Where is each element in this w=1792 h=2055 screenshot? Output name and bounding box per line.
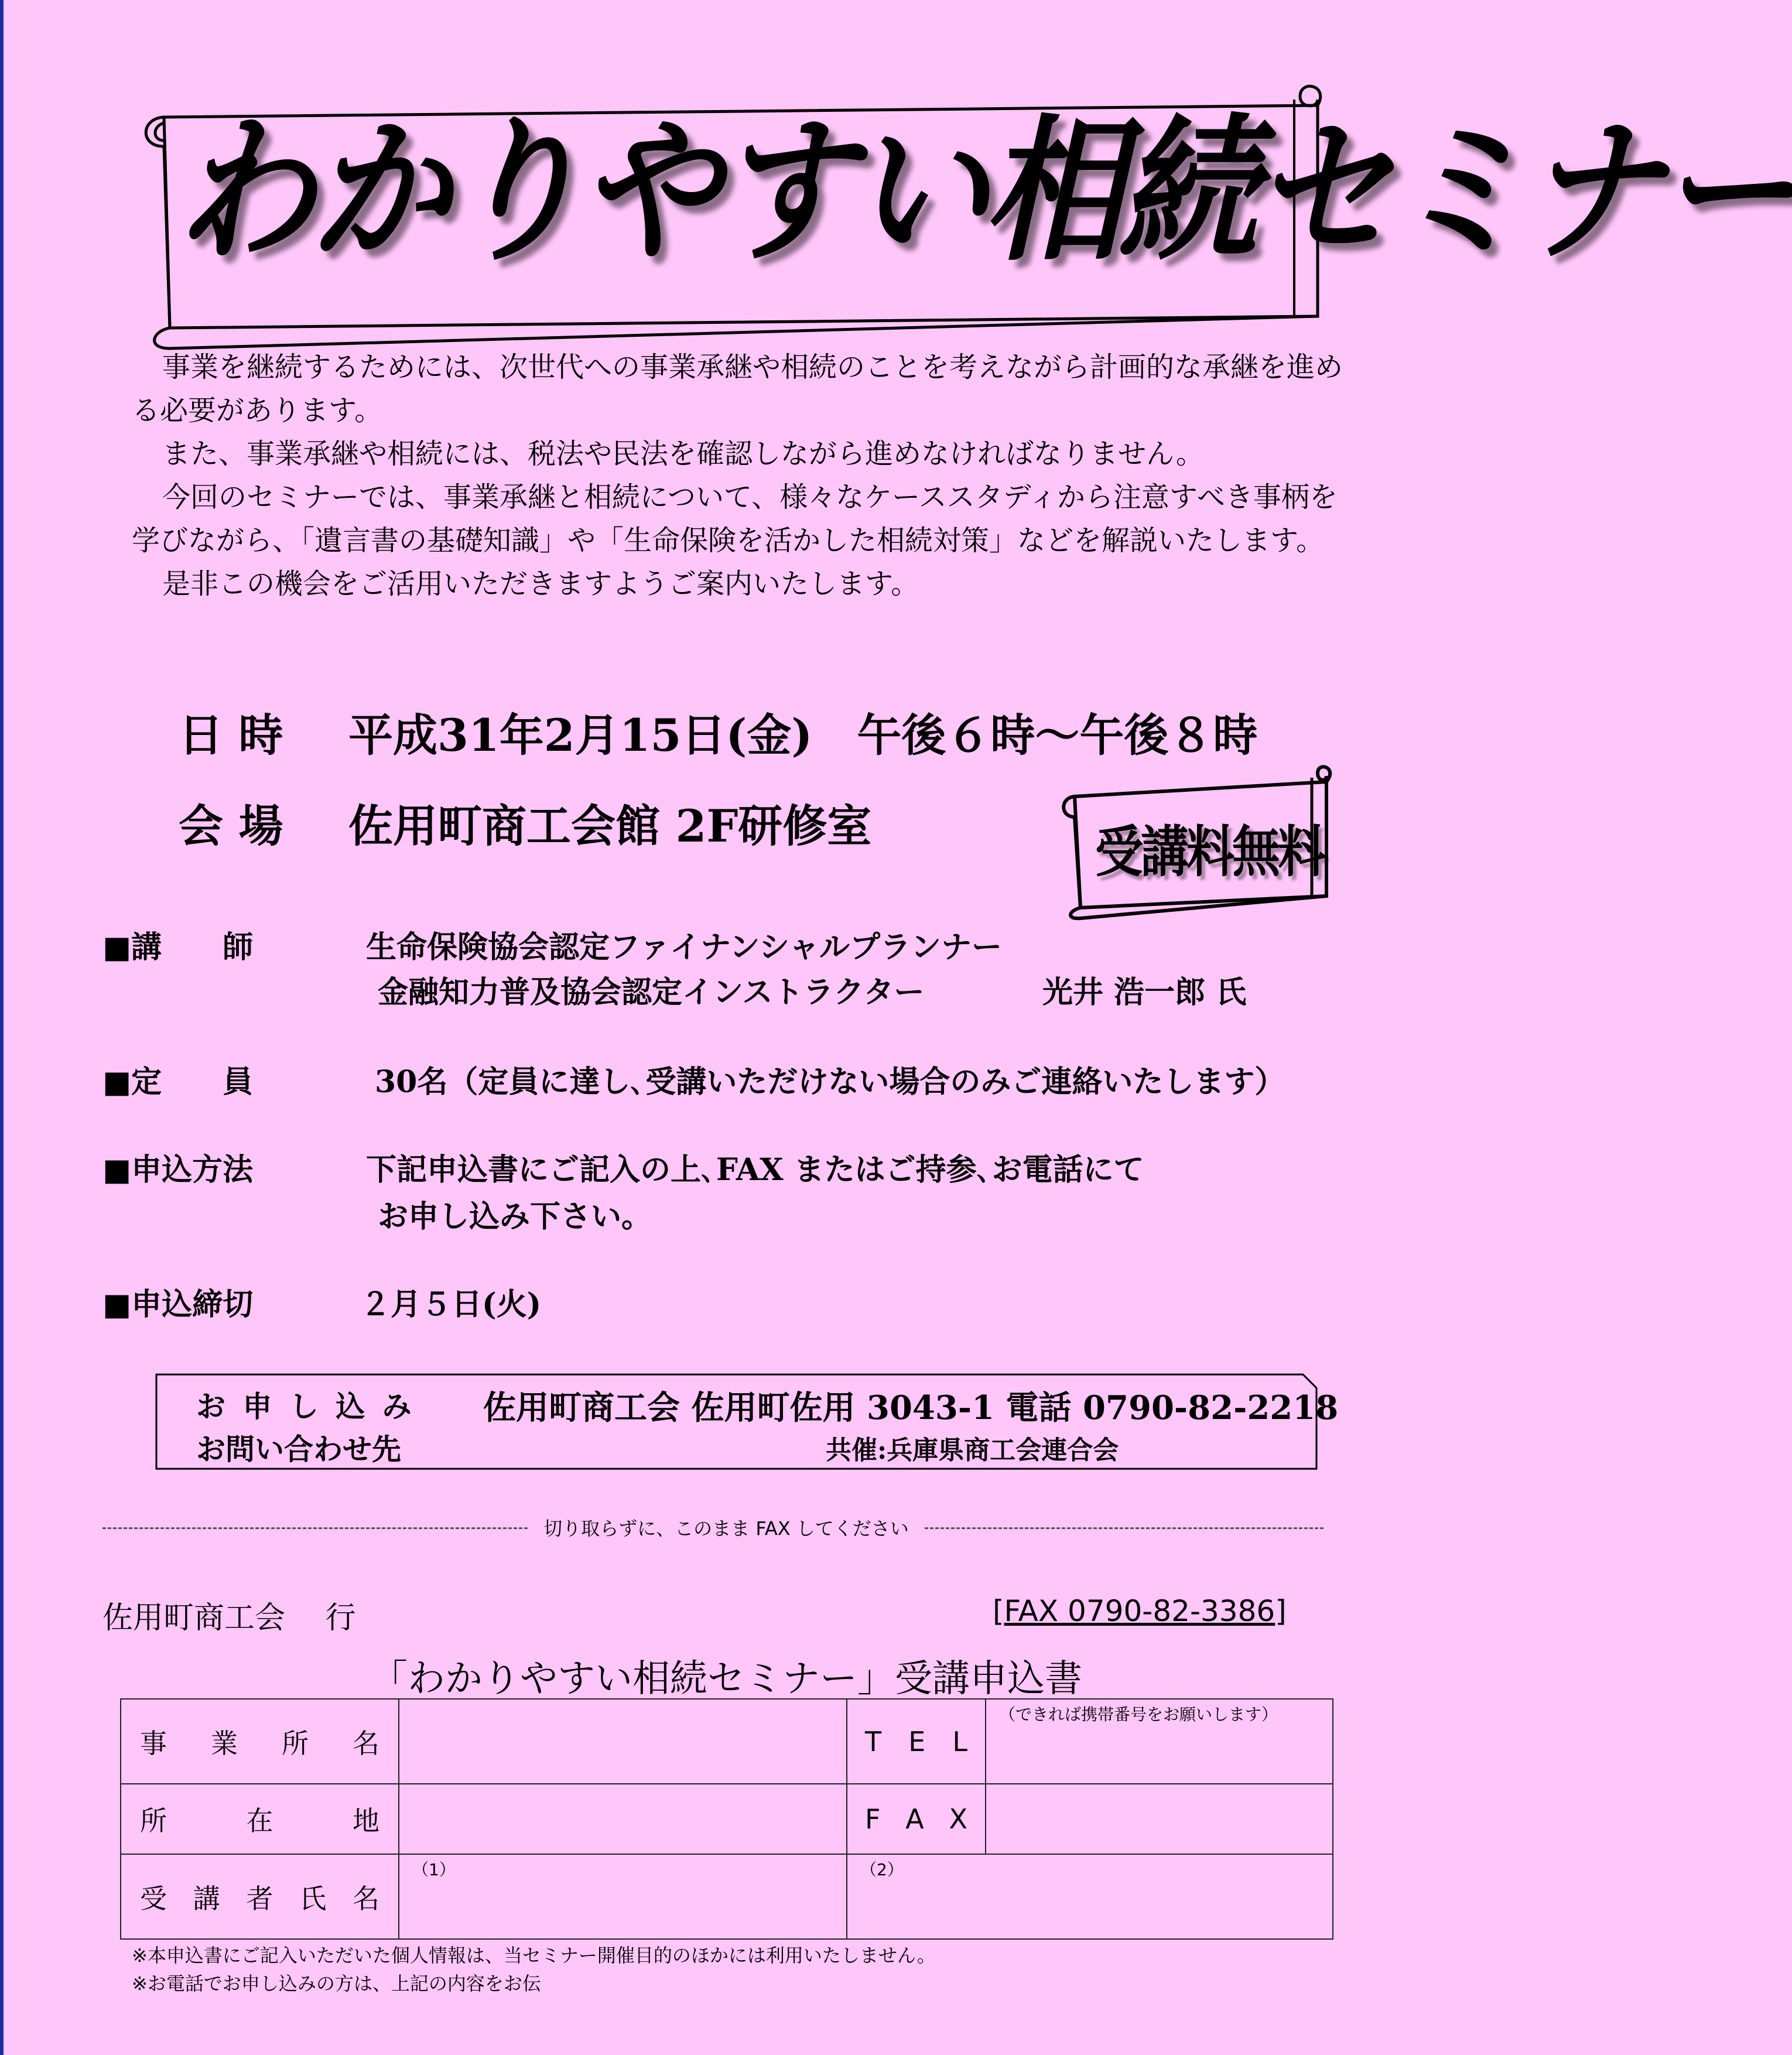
page-edge [0,0,4,2055]
business-name-label: 事 業 所 名 [140,1727,379,1759]
intro-paragraph-4: 是非この機会をご活用いただきますようご案内いたします。 [162,567,919,600]
fax-label-cell [847,1784,986,1854]
cosponsor: 共催:兵庫県商工会連合会 [826,1435,1119,1465]
intro-paragraph-1: 事業を継続するためには、次世代への事業承継や相続のことを考えながら計画的な承継を進める必要があります。 [132,351,1343,427]
attendee-1-input[interactable] [399,1854,847,1939]
fax-label: F A X [865,1803,967,1835]
tel-label-cell [847,1699,986,1784]
capacity-label: ■定 員 [102,1064,254,1100]
date-value: 平成31年2月15日(金) 午後６時～午後８時 [348,709,1258,761]
intro-paragraph-2: また、事業承継や相続には、税法や民法を確認しながら進めなければなりません。 [162,437,1204,470]
cut-line-label: 切り取らずに、このまま FAX してください [529,1517,923,1540]
lecturer-name: 光井 浩一郎 氏 [1042,974,1247,1010]
attendee-2-input[interactable] [847,1854,1333,1939]
contact-label-inquiry: お問い合わせ先 [196,1432,401,1466]
address-label-cell [121,1784,399,1854]
lecturer-line-1: 生命保険協会認定ファイナンシャルプランナー [366,929,1003,965]
attendee-label-cell [121,1854,399,1939]
fax-input[interactable] [986,1784,1333,1854]
capacity-value: 30名（定員に達し､受講いただけない場合のみご連絡いたします） [375,1064,1285,1100]
footnotes [132,1941,936,1998]
cut-line-label-wrap [0,1514,1452,1541]
business-name-label-cell [121,1699,399,1784]
intro-text [132,346,1350,606]
tel-note: （できれば携帯番号をお願いします） [999,1705,1278,1724]
contact-org: 佐用町商工会 佐用町佐用 3043-1 電話 0790-82-2218 [483,1389,1339,1427]
deadline-value: ２月５日(火) [360,1287,542,1322]
venue-row [179,791,871,854]
business-name-input[interactable] [399,1699,847,1784]
tel-label: T E L [865,1725,967,1757]
date-label: 日 時 [179,709,283,761]
method-label: ■申込方法 [102,1152,254,1188]
lecturer-line-2: 金融知力普及協会認定インストラクター [378,974,925,1010]
date-row [179,700,1257,764]
method-line-1: 下記申込書にご記入の上､FAX またはご持参､お電話にて [366,1152,1144,1188]
seminar-title: わかりやすい相続セミナー [176,101,1792,283]
intro-paragraph-3: 今回のセミナーでは、事業承継と相続について、様々なケーススタディから注意すべき事柄を学びながら、「遺言書の基礎知識」や「生命保険を活かした相続対策」などを解説いたします。 [132,481,1338,557]
lecturer-label: ■講 師 [102,929,254,965]
application-form-table [120,1698,1333,1940]
venue-label: 会 場 [179,800,283,852]
method-line-2: お申し込み下さい。 [378,1199,652,1235]
tel-input[interactable] [986,1699,1333,1784]
address-label: 所 在 地 [140,1805,379,1837]
attendee-2-marker: （2） [860,1860,904,1879]
deadline-label: ■申込締切 [102,1287,254,1322]
address-input[interactable] [399,1784,847,1854]
form-fax-number: [FAX 0790-82-3386] [993,1594,1287,1628]
footnote-2: ※お電話でお申し込みの方は、上記の内容をお伝 [132,1972,541,1995]
form-fax-number-text: FAX 0790-82-3386 [1004,1594,1275,1628]
venue-value: 佐用町商工会館 2F研修室 [348,800,872,852]
free-badge-label: 受講料無料 [1095,820,1324,884]
attendee-label: 受 講 者 氏 名 [140,1882,379,1914]
footnote-1: ※本申込書にご記入いただいた個人情報は、当セミナー開催目的のほかには利用いたしません。 [132,1944,936,1967]
contact-label-apply: お 申 し 込 み [196,1389,415,1424]
attendee-1-marker: （1） [412,1860,456,1879]
form-title: 「わかりやすい相続セミナー」受講申込書 [370,1657,1082,1701]
form-addressee: 佐用町商工会 行 [102,1601,356,1636]
